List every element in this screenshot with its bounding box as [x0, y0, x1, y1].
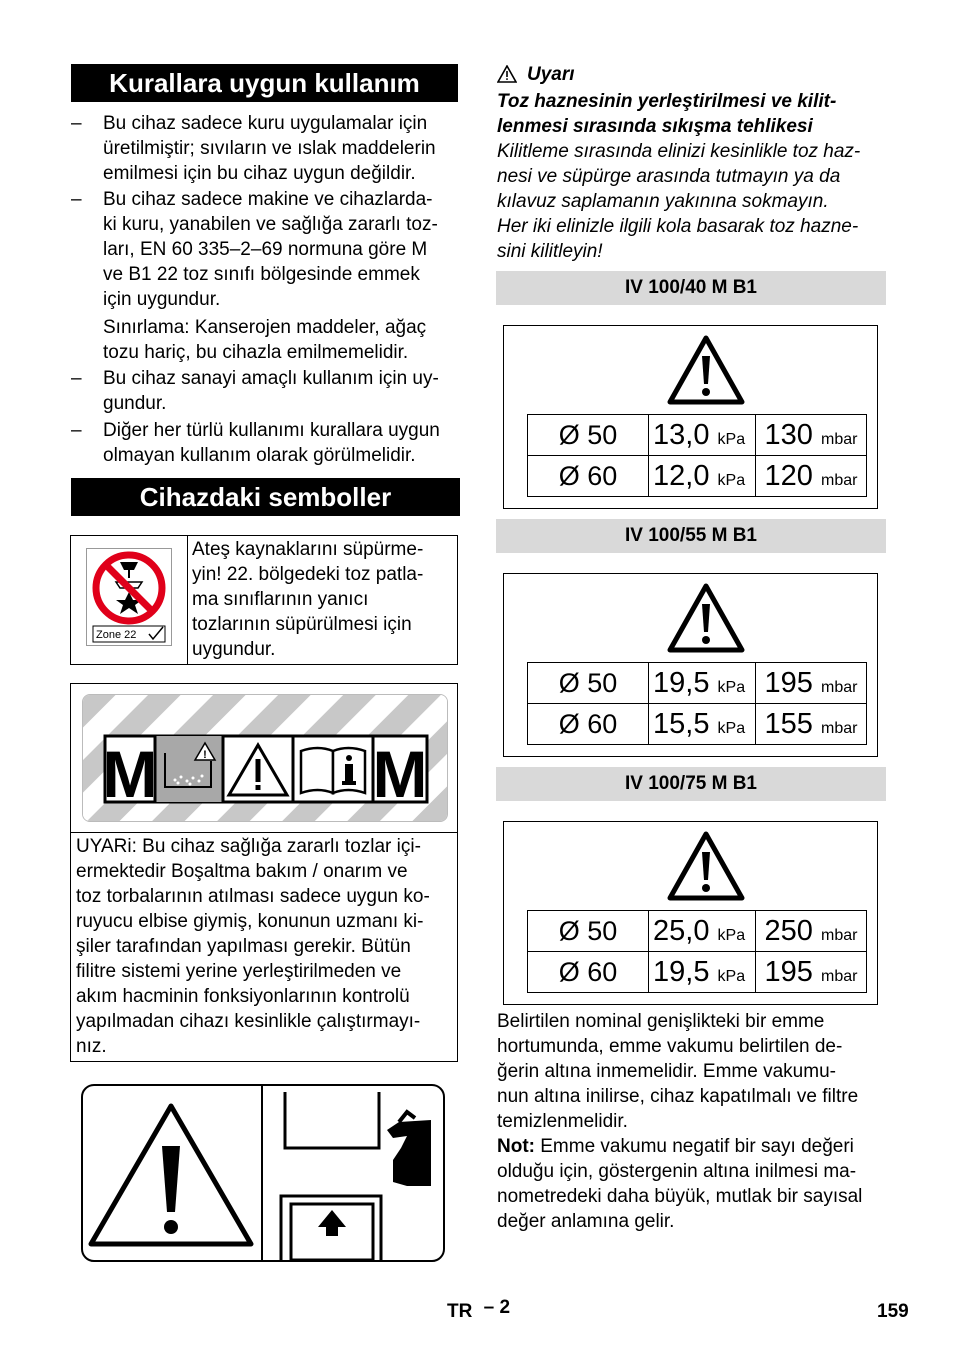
footer-language	[447, 1297, 511, 1322]
kpa-value: 15,5	[653, 707, 710, 740]
text-line: değer anlamına gelir.	[497, 1211, 675, 1232]
text-line: lenmesi sırasında sıkışma tehlikesi	[497, 116, 813, 137]
text-line: için uygundur.	[103, 289, 221, 310]
warning-body	[497, 139, 897, 264]
mbar-unit: mbar	[821, 967, 858, 985]
hose-diameter-cell: Ø 60	[528, 456, 649, 497]
text-line: ğerin altına inmemelidir. Emme vakumu-	[497, 1061, 836, 1082]
text-line: tozu hariç, bu cihazla emilmemelidir.	[103, 342, 409, 363]
hose-diameter-cell: Ø 50	[528, 663, 649, 704]
nominal-width-paragraph	[497, 1009, 897, 1234]
text-line: Bu cihaz sanayi amaçlı kullanım için uy-	[103, 368, 439, 389]
mbar-value: 120	[764, 459, 813, 492]
fire-symbol-table	[70, 535, 458, 665]
text-line: gundur.	[103, 393, 167, 414]
mbar-unit: mbar	[821, 430, 858, 448]
footer-page-number: 159	[877, 1301, 909, 1322]
text-line: Toz haznesinin yerleştirilmesi ve kilit-	[497, 91, 837, 112]
warning-triangle-icon	[666, 582, 746, 654]
vacuum-table	[527, 414, 867, 497]
text-line: ermektedir Boşaltma bakım / onarım ve	[76, 861, 408, 882]
table-row	[528, 911, 867, 952]
text-line: Bu cihaz sadece kuru uygulamalar için	[103, 113, 428, 134]
text-line: yin! 22. bölgedeki toz patla-	[192, 564, 424, 585]
text-line: nun altına inilirse, cihaz kapatılmalı ve filtre	[497, 1086, 859, 1107]
table-row	[528, 952, 867, 993]
text-line: kılavuz saplamanın yakınına sokmayın.	[497, 191, 829, 212]
bullet-dash: –	[71, 113, 82, 134]
vacuum-kpa-cell	[649, 911, 756, 952]
vacuum-mbar-cell	[756, 456, 867, 497]
vacuum-table	[527, 910, 867, 993]
vacuum-kpa-cell	[649, 704, 756, 745]
vacuum-kpa-cell	[649, 456, 756, 497]
pinch-hazard-pictogram	[81, 1084, 445, 1262]
text-line: hortumunda, emme vakumu belirtilen de-	[497, 1036, 843, 1057]
text-line: Belirtilen nominal genişlikteki bir emme	[497, 1011, 825, 1032]
vacuum-mbar-cell	[756, 415, 867, 456]
vacuum-kpa-cell	[649, 415, 756, 456]
note-text: Emme vakumu negatif bir sayı değeri	[534, 1136, 854, 1157]
text-line: akım hacminin fonksiyonlarının kontrolü	[76, 986, 410, 1007]
vacuum-table	[527, 662, 867, 745]
divider	[71, 832, 457, 833]
kpa-unit: kPa	[717, 471, 746, 489]
dust-class-label-table	[70, 683, 458, 1062]
kpa-value: 12,0	[653, 459, 710, 492]
model-heading: IV 100/40 M B1	[496, 271, 886, 305]
vacuum-kpa-cell	[649, 952, 756, 993]
text-line: ları, EN 60 335–2–69 normuna göre M	[103, 239, 428, 260]
list-item	[71, 187, 461, 312]
text-line: üretilmiştir; sıvıların ve ıslak maddelerin	[103, 138, 436, 159]
dust-warning-text	[76, 834, 456, 1059]
kpa-value: 19,5	[653, 666, 710, 699]
mbar-value: 195	[764, 666, 813, 699]
no-fire-icon	[86, 548, 172, 646]
note-line	[497, 1134, 897, 1159]
table-row	[528, 704, 867, 745]
text-line: Bu cihaz sadece makine ve cihazlarda-	[103, 189, 433, 210]
footer-dash: –	[483, 1297, 495, 1318]
kpa-unit: kPa	[717, 719, 746, 737]
text-line: ma sınıflarının yanıcı	[192, 589, 369, 610]
footer-lang-code: TR	[447, 1301, 473, 1322]
svg-text:!: !	[203, 749, 207, 761]
mbar-value: 195	[764, 955, 813, 988]
text-line: ki kuru, yanabilen ve sağlığa zararlı toz-	[103, 214, 438, 235]
text-line: filitre sistemi yerine yerleştirilmeden ve	[76, 961, 402, 982]
kpa-unit: kPa	[717, 926, 746, 944]
warning-triangle-icon	[666, 334, 746, 406]
bullet-dash: –	[71, 189, 82, 210]
kpa-value: 25,0	[653, 914, 710, 947]
heading-intended-use: Kurallara uygun kullanım	[71, 64, 458, 102]
text-line: nometredeki daha büyük, mutlak bir sayısal	[497, 1186, 863, 1207]
hose-diameter-cell: Ø 60	[528, 952, 649, 993]
note-label: Not:	[497, 1136, 535, 1157]
text-line: UYARi: Bu cihaz sağlığa zararlı tozlar içi-	[76, 836, 421, 857]
dust-class-m-left: M	[102, 737, 158, 811]
vacuum-label-box	[503, 325, 878, 509]
dust-class-m-right: M	[372, 737, 428, 811]
text-line: nız.	[76, 1036, 107, 1057]
divider	[187, 536, 188, 664]
bullet-dash: –	[71, 420, 82, 441]
model-heading: IV 100/75 M B1	[496, 767, 886, 801]
vacuum-mbar-cell	[756, 911, 867, 952]
warning-triangle-icon	[666, 830, 746, 902]
mbar-unit: mbar	[821, 471, 858, 489]
text-line: ruyucu elbise giymiş, konunun uzmanı ki-	[76, 911, 424, 932]
pinch-warning-block	[497, 62, 897, 264]
mbar-value: 155	[764, 707, 813, 740]
warning-label: Uyarı	[527, 63, 575, 85]
hose-diameter-cell: Ø 60	[528, 704, 649, 745]
text-line: Kilitleme sırasında elinizi kesinlikle toz haz-	[497, 141, 861, 162]
list-item	[71, 366, 461, 416]
vacuum-mbar-cell	[756, 952, 867, 993]
list-item	[71, 111, 461, 186]
kpa-value: 13,0	[653, 418, 710, 451]
text-line: olmayan kullanım olarak görülmelidir.	[103, 445, 416, 466]
table-row	[528, 663, 867, 704]
table-row	[528, 456, 867, 497]
footer-page-sub: 2	[499, 1297, 511, 1318]
kpa-unit: kPa	[717, 678, 746, 696]
mbar-unit: mbar	[821, 926, 858, 944]
table-row	[528, 415, 867, 456]
text-line: Her iki elinizle ilgili kola basarak toz hazne-	[497, 216, 859, 237]
list-item	[71, 418, 461, 468]
fire-symbol-text	[192, 537, 457, 662]
text-line: nesi ve süpürge arasında tutmayın ya da	[497, 166, 841, 187]
zone-label: Zone 22	[96, 629, 137, 641]
text-line: sini kilitleyin!	[497, 241, 603, 262]
vacuum-mbar-cell	[756, 663, 867, 704]
text-line: ve B1 22 toz sınıfı bölgesinde emmek	[103, 264, 420, 285]
text-line: tozlarının süpürülmesi için	[192, 614, 412, 635]
text-line: Ateş kaynaklarını süpürme-	[192, 539, 424, 560]
kpa-unit: kPa	[717, 967, 746, 985]
mbar-value: 250	[764, 914, 813, 947]
text-line: temizlenmelidir.	[497, 1111, 628, 1132]
text-line: şiler tarafından yapılması gerekir. Bütün	[76, 936, 411, 957]
vacuum-kpa-cell	[649, 663, 756, 704]
heading-device-symbols: Cihazdaki semboller	[71, 478, 460, 516]
hazard-stripe-label	[82, 694, 448, 822]
hose-diameter-cell: Ø 50	[528, 911, 649, 952]
bullet-dash: –	[71, 368, 82, 389]
mbar-value: 130	[764, 418, 813, 451]
text-line: Diğer her türlü kullanımı kurallara uygun	[103, 420, 440, 441]
kpa-unit: kPa	[717, 430, 746, 448]
warning-title	[497, 89, 897, 139]
text-line: yapılmadan cihazı kesinlikle çalıştırmayı-	[76, 1011, 421, 1032]
mbar-unit: mbar	[821, 678, 858, 696]
hose-diameter-cell: Ø 50	[528, 415, 649, 456]
vacuum-mbar-cell	[756, 704, 867, 745]
kpa-value: 19,5	[653, 955, 710, 988]
intended-use-list	[71, 111, 461, 468]
model-heading: IV 100/55 M B1	[496, 519, 886, 553]
warning-triangle-icon	[497, 65, 517, 83]
text-line: olduğu için, göstergenin altına inilmesi ma-	[497, 1161, 857, 1182]
text-line: emilmesi için bu cihaz uygun değildir.	[103, 163, 416, 184]
mbar-unit: mbar	[821, 719, 858, 737]
text-line: uygundur.	[192, 639, 276, 660]
text-line: toz torbalarının atılması sadece uygun ko-	[76, 886, 430, 907]
text-line: Sınırlama: Kanserojen maddeler, ağaç	[103, 317, 427, 338]
vacuum-label-box	[503, 573, 878, 757]
vacuum-label-box	[503, 821, 878, 1005]
restriction-paragraph	[71, 315, 461, 365]
